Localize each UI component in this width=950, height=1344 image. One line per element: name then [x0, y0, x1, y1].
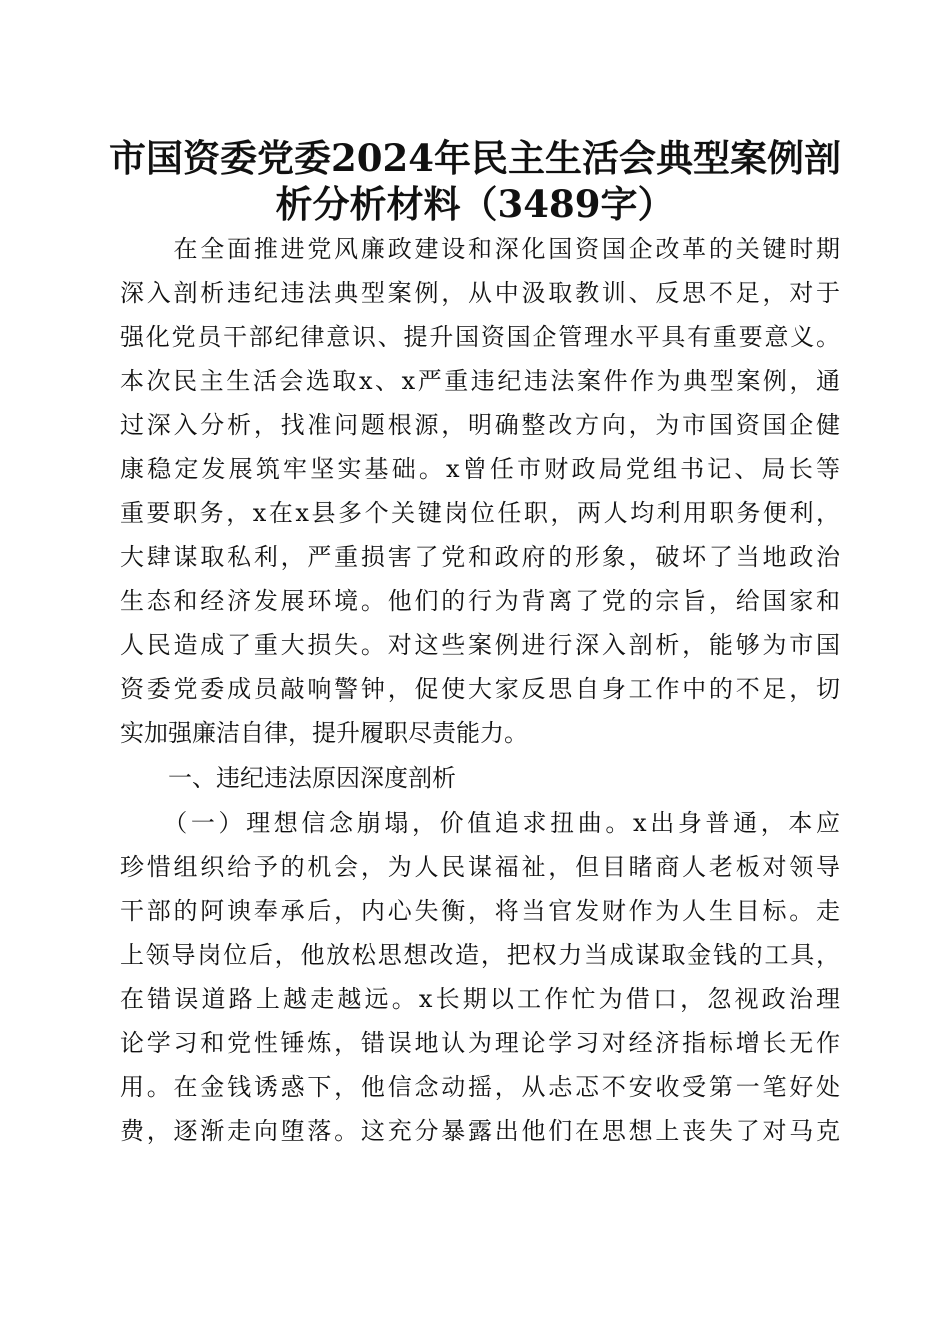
body-line: 用。在金钱诱惑下，他信念动摇，从忐忑不安收受第一笔好处 [120, 1073, 840, 1101]
body-line: 深入剖析违纪违法典型案例，从中汲取教训、反思不足，对于 [120, 279, 840, 307]
body-line: 实加强廉洁自律，提升履职尽责能力。 [120, 719, 528, 747]
body-line: 干部的阿谀奉承后，内心失衡，将当官发财作为人生目标。走 [120, 897, 840, 925]
body-line: 珍惜组织给予的机会，为人民谋福祉，但目睹商人老板对领导 [120, 853, 840, 881]
body-line: 生态和经济发展环境。他们的行为背离了党的宗旨，给国家和 [120, 587, 840, 615]
body-line: 重要职务，x在x县多个关键岗位任职，两人均利用职务便利， [120, 499, 840, 527]
document-title-line-2: 析分析材料（3489字） [275, 182, 675, 226]
body-line: 强化党员干部纪律意识、提升国资国企管理水平具有重要意义。 [120, 323, 840, 351]
document-title-line-1: 市国资委党委2024年民主生活会典型案例剖 [109, 136, 841, 180]
body-line: 康稳定发展筑牢坚实基础。x曾任市财政局党组书记、局长等 [120, 455, 840, 483]
body-line: 过深入分析，找准问题根源，明确整改方向，为市国资国企健 [120, 411, 840, 439]
body-line: 在错误道路上越走越远。x长期以工作忙为借口，忽视政治理 [120, 985, 840, 1013]
body-line: 资委党委成员敲响警钟，促使大家反思自身工作中的不足，切 [120, 675, 840, 703]
body-line: 上领导岗位后，他放松思想改造，把权力当成谋取金钱的工具， [120, 941, 840, 969]
body-line: 大肆谋取私利，严重损害了党和政府的形象，破坏了当地政治 [120, 543, 840, 571]
body-line: 在全面推进党风廉政建设和深化国资国企改革的关键时期 [120, 235, 840, 263]
body-line: 论学习和党性锤炼，错误地认为理论学习对经济指标增长无作 [120, 1029, 840, 1057]
body-line: 本次民主生活会选取x、x严重违纪违法案件作为典型案例，通 [120, 367, 840, 395]
body-line: 费，逐渐走向堕落。这充分暴露出他们在思想上丧失了对马克 [120, 1117, 840, 1145]
section-heading: 一、违纪违法原因深度剖析 [120, 764, 456, 792]
body-line: 人民造成了重大损失。对这些案例进行深入剖析，能够为市国 [120, 631, 840, 659]
body-line: （一）理想信念崩塌，价值追求扭曲。x出身普通，本应 [120, 809, 840, 837]
